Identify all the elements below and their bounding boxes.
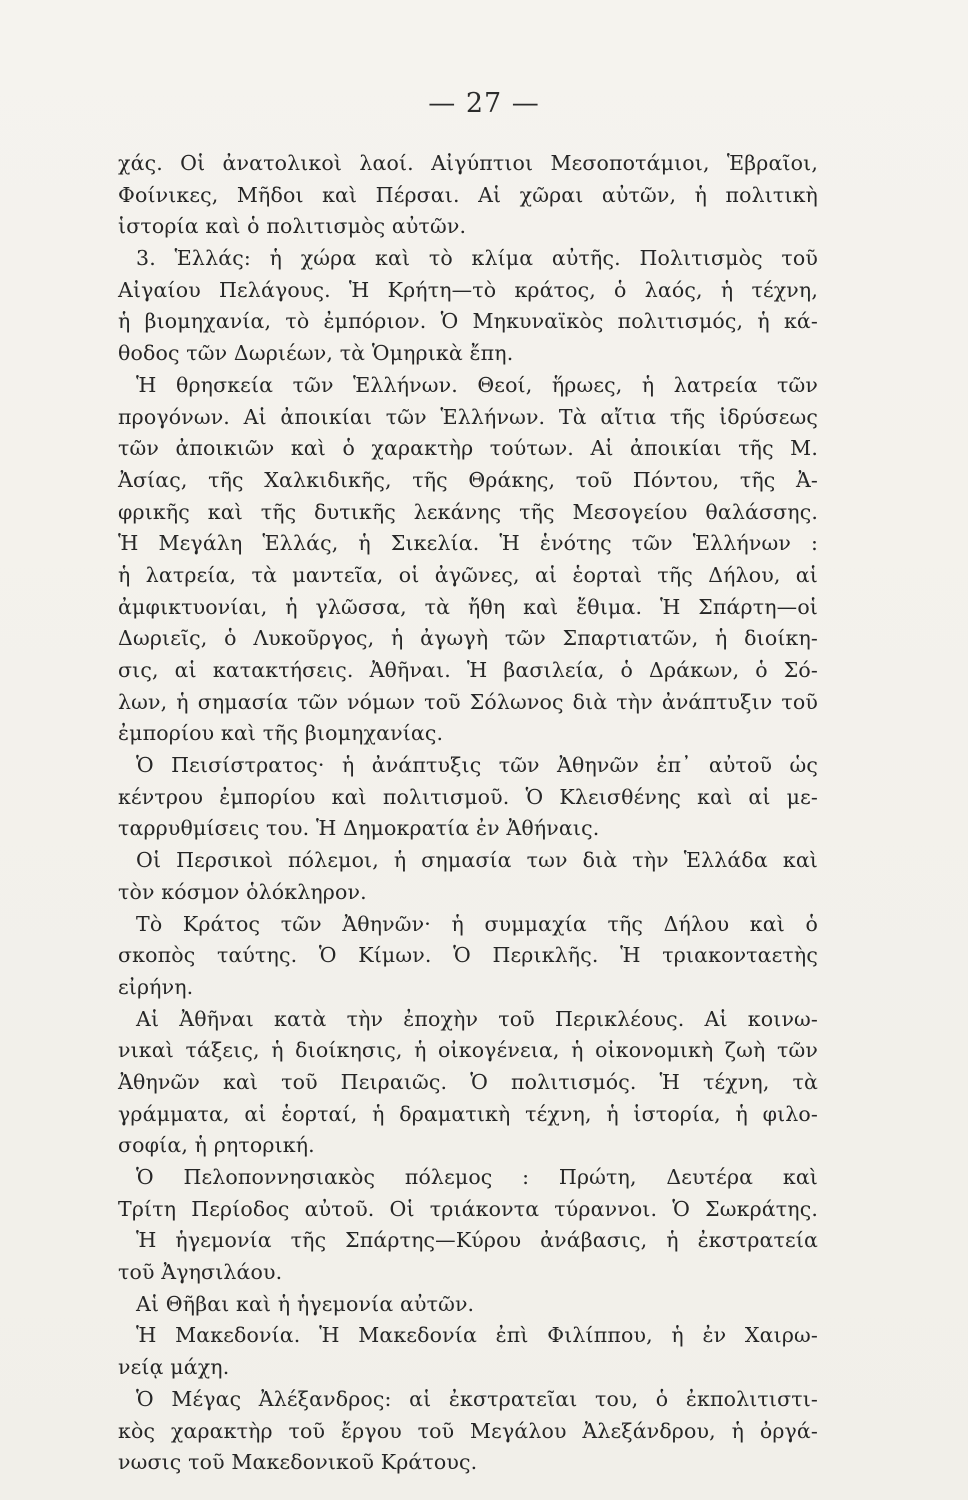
body-text — [118, 148, 818, 1479]
text-line: νείᾳ μάχη. — [118, 1355, 230, 1380]
text-line: Φοίνικες, Μῆδοι καὶ Πέρσαι. Αἱ χῶραι αὐτῶν, ἡ πολιτικὴ — [118, 182, 818, 207]
text-line: ἀμφικτυονίαι, ἡ γλῶσσα, τὰ ἤθη καὶ ἔθιμα. Ἡ Σπάρτη—οἱ — [118, 594, 818, 619]
text-line: κὸς χαρακτὴρ τοῦ ἔργου τοῦ Μεγάλου Ἀλεξάνδρου, ἡ ὀργά- — [118, 1418, 818, 1443]
text-line: λων, ἡ σημασία τῶν νόμων τοῦ Σόλωνος διὰ τὴν ἀνάπτυξιν τοῦ — [118, 689, 818, 714]
text-line: Ἡ θρησκεία τῶν Ἑλλήνων. Θεοί, ἥρωες, ἡ λατρεία τῶν — [136, 372, 818, 397]
text-line: Ὁ Μέγας Ἀλέξανδρος: αἱ ἐκστρατεῖαι του, ὁ ἐκπολιτιστι- — [136, 1386, 818, 1411]
text-line: εἰρήνη. — [118, 974, 194, 999]
text-line: ταρρυθμίσεις του. Ἡ Δημοκρατία ἐν Ἀθήναις. — [118, 816, 600, 841]
text-line: φρικῆς καὶ τῆς δυτικῆς λεκάνης τῆς Μεσογείου θαλάσσης. — [118, 499, 818, 524]
text-line: Ἀθηνῶν καὶ τοῦ Πειραιῶς. Ὁ πολιτισμός. Ἡ τέχνη, τὰ — [118, 1069, 818, 1094]
text-line: Αἰγαίου Πελάγους. Ἡ Κρήτη—τὸ κράτος, ὁ λαός, ἡ τέχνη, — [118, 277, 818, 302]
text-line: Δωριεῖς, ὁ Λυκοῦργος, ἡ ἀγωγὴ τῶν Σπαρτιατῶν, ἡ διοίκη- — [118, 626, 818, 651]
text-line: Ὁ Πελοποννησιακὸς πόλεμος : Πρώτη, Δευτέρα καὶ — [136, 1165, 818, 1189]
text-line: σκοπὸς ταύτης. Ὁ Κίμων. Ὁ Περικλῆς. Ἡ τριακονταετὴς — [118, 943, 818, 968]
text-line: Ἀσίας, τῆς Χαλκιδικῆς, τῆς Θράκης, τοῦ Πόντου, τῆς Ἀ- — [118, 467, 818, 492]
text-line: 3. Ἑλλάς: ἡ χώρα καὶ τὸ κλίμα αὐτῆς. Πολιτισμὸς τοῦ — [136, 246, 818, 271]
text-line: νικαὶ τάξεις, ἡ διοίκησις, ἡ οἰκογένεια, ἡ οἰκονομικὴ ζωὴ τῶν — [118, 1038, 818, 1063]
text-line: ἡ λατρεία, τὰ μαντεῖα, οἱ ἀγῶνες, αἱ ἑορταὶ τῆς Δήλου, αἱ — [118, 562, 818, 587]
text-line: νωσις τοῦ Μακεδονικοῦ Κράτους. — [118, 1450, 478, 1475]
text-line: τῶν ἀποικιῶν καὶ ὁ χαρακτὴρ τούτων. Αἱ ἀποικίαι τῆς Μ. — [118, 436, 818, 461]
text-line: Αἱ Θῆβαι καὶ ἡ ἡγεμονία αὐτῶν. — [136, 1291, 475, 1316]
text-line: Ἡ Μακεδονία. Ἡ Μακεδονία ἐπὶ Φιλίππου, ἡ ἐν Χαιρω- — [136, 1323, 818, 1348]
text-line: Οἱ Περσικοὶ πόλεμοι, ἡ σημασία των διὰ τὴν Ἑλλάδα καὶ — [136, 848, 818, 873]
text-line: σοφία, ἡ ρητορική. — [118, 1133, 315, 1158]
text-line: κέντρου ἐμπορίου καὶ πολιτισμοῦ. Ὁ Κλεισθένης καὶ αἱ με- — [118, 784, 818, 809]
text-line: Αἱ Ἀθῆναι κατὰ τὴν ἐποχὴν τοῦ Περικλέους. Αἱ κοινω- — [136, 1006, 818, 1031]
text-line: γράμματα, αἱ ἑορταί, ἡ δραματικὴ τέχνη, ἡ ἱστορία, ἡ φιλο- — [118, 1101, 818, 1126]
text-line: ἐμπορίου καὶ τῆς βιομηχανίας. — [118, 721, 444, 746]
text-line: ἡ βιομηχανία, τὸ ἐμπόριον. Ὁ Μηκυναϊκὸς πολιτισμός, ἡ κά- — [118, 309, 818, 334]
text-line: Ὁ Πεισίστρατος· ἡ ἀνάπτυξις τῶν Ἀθηνῶν ἐπ᾽ αὐτοῦ ὡς — [136, 753, 818, 778]
text-line: τὸν κόσμον ὁλόκληρον. — [118, 879, 367, 904]
text-line: ἱστορία καὶ ὁ πολιτισμὸς αὐτῶν. — [118, 214, 467, 239]
text-line: θοδος τῶν Δωριέων, τὰ Ὁμηρικὰ ἔπη. — [118, 341, 514, 366]
text-line: προγόνων. Αἱ ἀποικίαι τῶν Ἑλλήνων. Τὰ αἴτια τῆς ἱδρύσεως — [118, 404, 818, 429]
text-line: Ἡ Μεγάλη Ἑλλάς, ἡ Σικελία. Ἡ ἑνότης τῶν Ἑλλήνων : — [118, 531, 818, 556]
text-line: τοῦ Ἀγησιλάου. — [118, 1260, 283, 1285]
text-line: Τὸ Κράτος τῶν Ἀθηνῶν· ἡ συμμαχία τῆς Δήλου καὶ ὁ — [136, 911, 818, 936]
page-number: — 27 — — [428, 88, 540, 119]
text-line: χάς. Οἱ ἀνατολικοὶ λαοί. Αἰγύπτιοι Μεσοποτάμιοι, Ἑβραῖοι, — [118, 151, 818, 175]
text-line: Ἡ ἡγεμονία τῆς Σπάρτης—Κύρου ἀνάβασις, ἡ ἐκστρατεία — [136, 1228, 818, 1253]
text-line: Τρίτη Περίοδος αὐτοῦ. Οἱ τριάκοντα τύραννοι. Ὁ Σωκράτης. — [118, 1196, 818, 1221]
text-line: σις, αἱ κατακτήσεις. Ἀθῆναι. Ἡ βασιλεία, ὁ Δράκων, ὁ Σό- — [118, 658, 818, 682]
